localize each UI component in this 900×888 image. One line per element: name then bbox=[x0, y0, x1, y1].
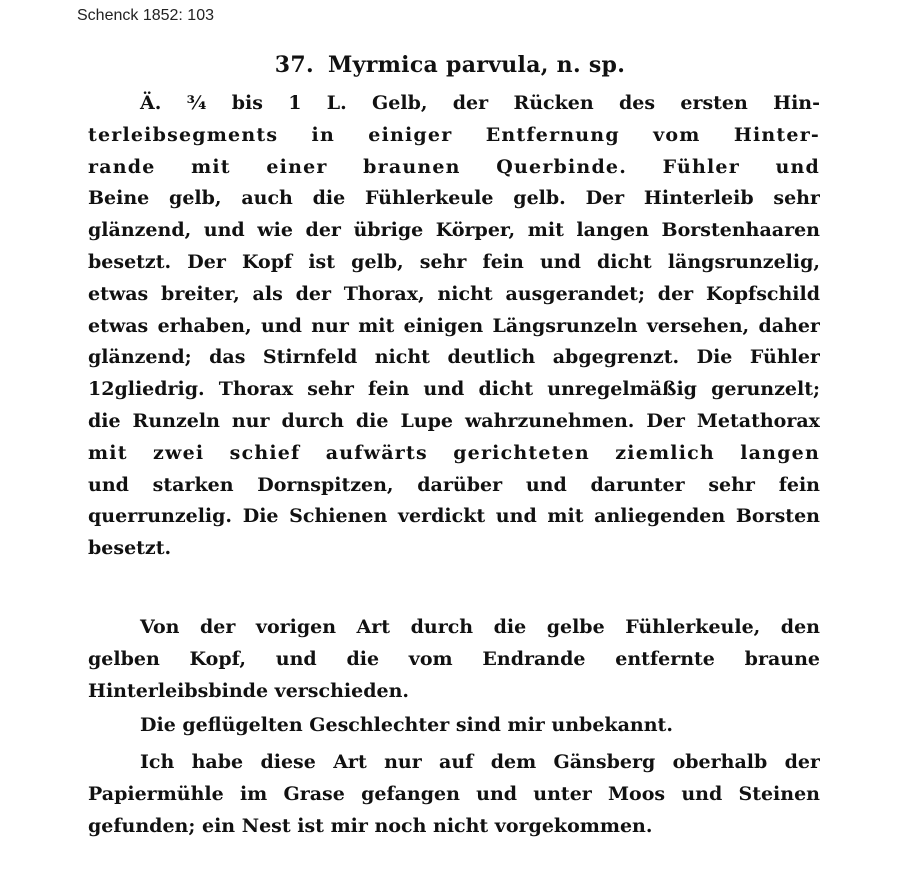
text-line: etwas erhaben, und nur mit einigen Längsrunzeln versehen, daher bbox=[88, 314, 820, 337]
species-title: Myrmica parvula, n. sp. bbox=[327, 52, 626, 78]
text-line: Ä. ¾ bis 1 L. Gelb, der Rücken des ersten Hin- bbox=[140, 92, 820, 114]
text-line: 12gliedrig. Thorax sehr fein und dicht unregelmäßig gerunzelt; bbox=[88, 378, 820, 401]
text-line: Papiermühle im Grase gefangen und unter Moos und Steinen bbox=[88, 782, 820, 805]
text-line: glänzend; das Stirnfeld nicht deutlich abgegrenzt. Die Fühler bbox=[88, 346, 820, 369]
text-line: rande mit einer braunen Querbinde. Fühler und bbox=[88, 155, 820, 178]
text-line: Von der vorigen Art durch die gelbe Fühlerkeule, den bbox=[140, 616, 820, 638]
text-line: Ich habe diese Art nur auf dem Gänsberg oberhalb der bbox=[140, 751, 820, 773]
text-line: querrunzelig. Die Schienen verdickt und mit anliegenden Borsten bbox=[88, 505, 820, 528]
locality-paragraph bbox=[88, 747, 820, 842]
citation-label: Schenck 1852: 103 bbox=[77, 7, 214, 24]
text-line: gelben Kopf, und die vom Endrande entfernte braune bbox=[88, 647, 820, 670]
text-line: Beine gelb, auch die Fühlerkeule gelb. Der Hinterleib sehr bbox=[88, 187, 820, 210]
text-line: Hinterleibsbinde verschieden. bbox=[88, 679, 409, 702]
description-paragraph bbox=[88, 88, 820, 565]
text-line: die Runzeln nur durch die Lupe wahrzunehmen. Der Metathorax bbox=[88, 409, 820, 432]
text-line: besetzt. Der Kopf ist gelb, sehr fein und dicht längsrunzelig, bbox=[88, 250, 820, 273]
comparison-paragraph bbox=[88, 612, 820, 707]
species-number: 37. bbox=[274, 52, 314, 78]
species-heading bbox=[0, 52, 900, 78]
text-line: terleibsegments in einiger Entfernung vom Hinter- bbox=[88, 123, 820, 146]
text-line: glänzend, und wie der übrige Körper, mit langen Borstenhaaren bbox=[88, 219, 820, 242]
sexes-paragraph bbox=[88, 710, 820, 742]
text-line: und starken Dornspitzen, darüber und darunter sehr fein bbox=[88, 473, 820, 496]
text-line: Die geflügelten Geschlechter sind mir unbekannt. bbox=[140, 714, 673, 736]
text-line: mit zwei schief aufwärts gerichteten ziemlich langen bbox=[88, 441, 820, 464]
text-line: gefunden; ein Nest ist mir noch nicht vorgekommen. bbox=[88, 814, 653, 837]
text-line: besetzt. bbox=[88, 537, 172, 560]
text-line: etwas breiter, als der Thorax, nicht ausgerandet; der Kopfschild bbox=[88, 282, 820, 305]
